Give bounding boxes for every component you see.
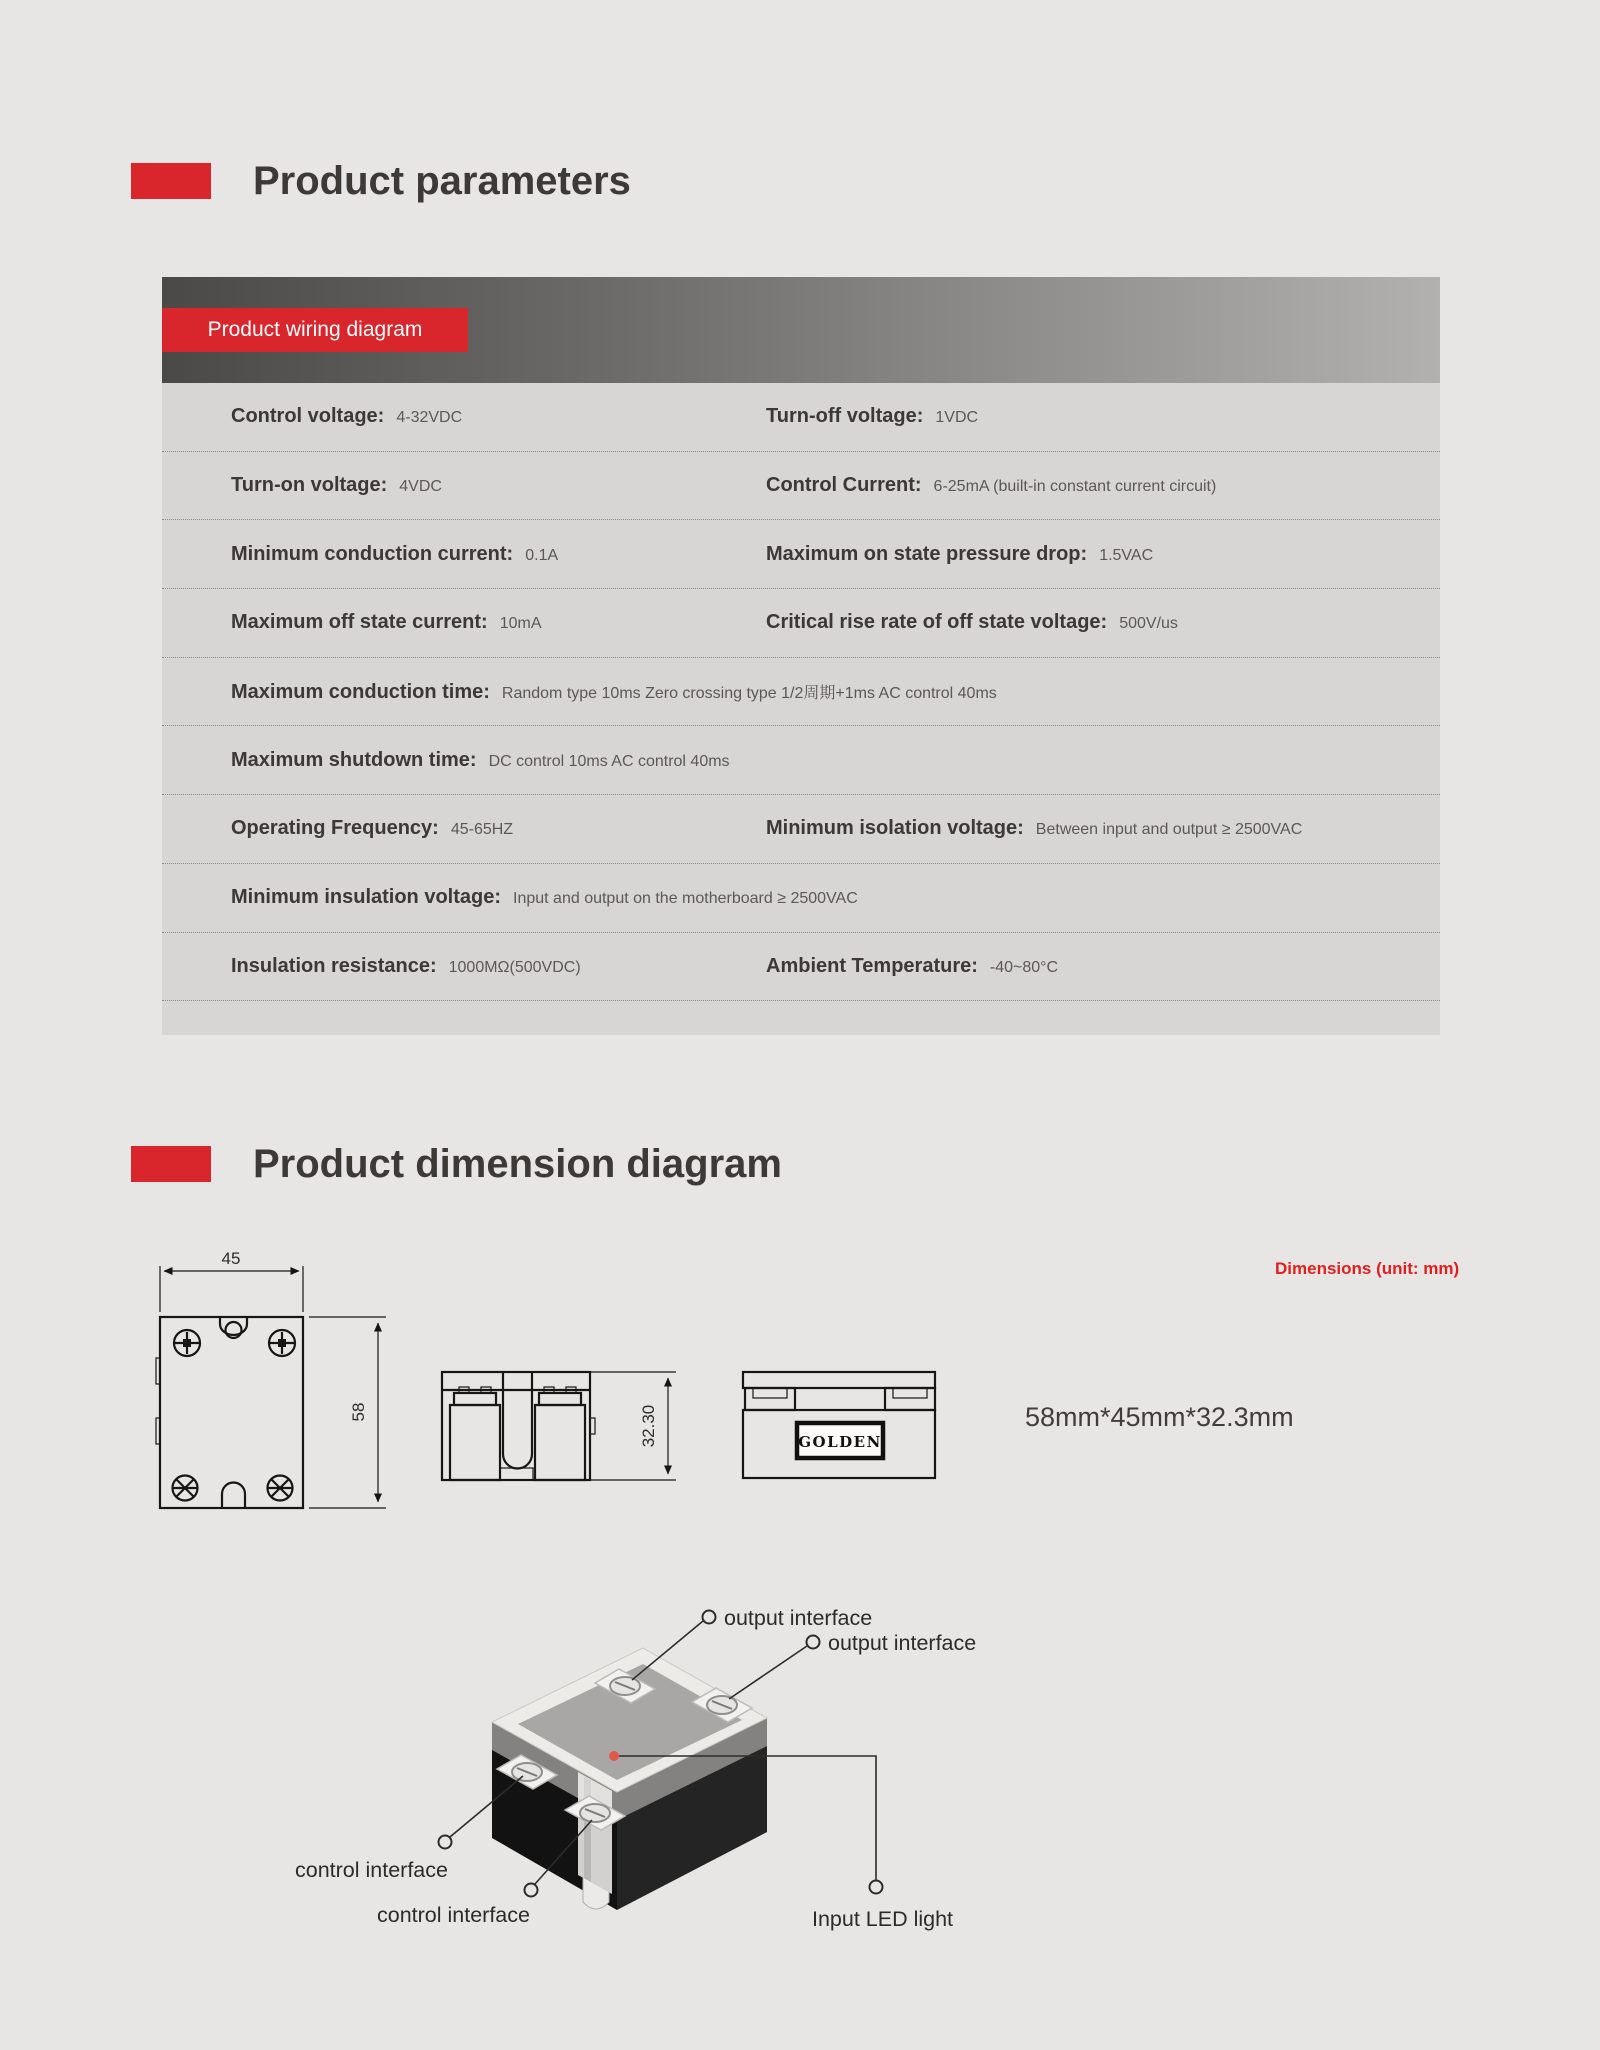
section-header-parameters xyxy=(131,158,631,203)
param-value: 45-65HZ xyxy=(450,821,514,839)
param-cell xyxy=(766,955,1076,978)
red-accent-block xyxy=(131,1146,211,1182)
param-label: Turn-on voltage: xyxy=(231,474,388,497)
param-value: 10mA xyxy=(499,615,542,633)
screw-top-right-icon xyxy=(269,1330,295,1356)
param-cell xyxy=(231,543,766,566)
param-value: DC control 10ms AC control 40ms xyxy=(488,752,730,770)
param-value: 4VDC xyxy=(399,478,442,496)
param-value: 0.1A xyxy=(525,546,559,564)
param-cell xyxy=(231,405,766,428)
brand-view-drawing xyxy=(743,1372,935,1478)
table-row xyxy=(162,933,1440,1002)
param-label: Minimum isolation voltage: xyxy=(766,817,1024,840)
callout-output-2 xyxy=(729,1631,976,1699)
param-cell xyxy=(231,886,1440,909)
dimensions-unit-note: Dimensions (unit: mm) xyxy=(1275,1259,1460,1278)
param-label: Control Current: xyxy=(766,474,922,497)
product-3d-figure xyxy=(280,1580,1040,2000)
wiring-diagram-tab: Product wiring diagram xyxy=(162,308,468,352)
param-label: Maximum shutdown time: xyxy=(231,748,477,771)
callout-label-output-1: output interface xyxy=(724,1606,873,1630)
param-label: Insulation resistance: xyxy=(231,954,437,977)
param-value: 500V/us xyxy=(1119,615,1178,633)
callout-label-control-1: control interface xyxy=(295,1858,448,1882)
param-cell xyxy=(766,817,1320,840)
table-row xyxy=(162,520,1440,589)
dim-height-label: 58 xyxy=(349,1402,368,1422)
table-row xyxy=(162,383,1440,452)
param-label: Ambient Temperature: xyxy=(766,954,978,977)
table-row xyxy=(162,726,1440,795)
screw-bottom-right-icon xyxy=(267,1476,293,1501)
param-label: Critical rise rate of off state voltage: xyxy=(766,611,1108,634)
param-cell xyxy=(231,611,766,634)
param-label: Turn-off voltage: xyxy=(766,405,924,428)
param-table-body xyxy=(162,383,1440,1035)
callout-control-1 xyxy=(295,1776,523,1882)
param-value: Random type 10ms Zero crossing type 1/2周期+1ms AC control 40ms xyxy=(501,684,997,702)
technical-drawings xyxy=(120,1240,1020,1570)
red-accent-block xyxy=(131,163,211,199)
callout-label-control-2: control interface xyxy=(377,1903,530,1927)
parameters-table xyxy=(162,277,1440,1035)
param-value: -40~80°C xyxy=(989,958,1059,976)
table-row xyxy=(162,658,1440,727)
param-label: Control voltage: xyxy=(231,405,385,428)
param-label: Maximum off state current: xyxy=(231,611,488,634)
input-led-dot xyxy=(609,1751,619,1761)
param-value: Input and output on the motherboard ≥ 2500VAC xyxy=(513,890,858,908)
section-header-dimensions xyxy=(131,1141,782,1186)
param-cell xyxy=(231,749,1440,772)
page-title-dimensions: Product dimension diagram xyxy=(253,1141,782,1186)
param-cell xyxy=(766,611,1196,634)
param-value: 4-32VDC xyxy=(396,409,463,427)
param-value: 1.5VAC xyxy=(1099,546,1154,564)
side-view-drawing xyxy=(442,1372,676,1480)
size-summary-text: 58mm*45mm*32.3mm xyxy=(1025,1402,1294,1432)
param-label: Minimum conduction current: xyxy=(231,542,514,565)
param-label: Operating Frequency: xyxy=(231,817,439,840)
front-view-drawing xyxy=(156,1249,386,1508)
param-cell xyxy=(231,474,766,497)
table-row xyxy=(162,452,1440,521)
param-value: 1000MΩ(500VDC) xyxy=(448,958,581,976)
param-value: 6-25mA (built-in constant current circuit) xyxy=(933,478,1217,496)
param-value: 1VDC xyxy=(935,409,979,427)
screw-top-left-icon xyxy=(174,1330,200,1356)
param-cell xyxy=(766,474,1234,497)
param-label: Maximum conduction time: xyxy=(231,680,490,703)
callout-label-output-2: output interface xyxy=(828,1631,977,1655)
relay-3d-render xyxy=(492,1648,767,1910)
brand-label-text: GOLDEN xyxy=(798,1433,882,1451)
table-gradient-header xyxy=(162,277,1440,383)
param-cell xyxy=(231,817,766,840)
table-row xyxy=(162,795,1440,864)
param-cell xyxy=(766,405,996,428)
param-label: Maximum on state pressure drop: xyxy=(766,542,1088,565)
callout-label-input-led: Input LED light xyxy=(812,1907,954,1931)
param-cell xyxy=(766,543,1171,566)
table-row xyxy=(162,589,1440,658)
dim-depth-label: 32.30 xyxy=(639,1404,658,1448)
table-row xyxy=(162,864,1440,933)
dim-width-label: 45 xyxy=(221,1249,241,1268)
page-title-parameters: Product parameters xyxy=(253,158,631,203)
param-label: Minimum insulation voltage: xyxy=(231,886,502,909)
param-value: Between input and output ≥ 2500VAC xyxy=(1035,821,1303,839)
screw-bottom-left-icon xyxy=(172,1476,198,1501)
param-cell xyxy=(231,680,1440,704)
param-cell xyxy=(231,955,766,978)
